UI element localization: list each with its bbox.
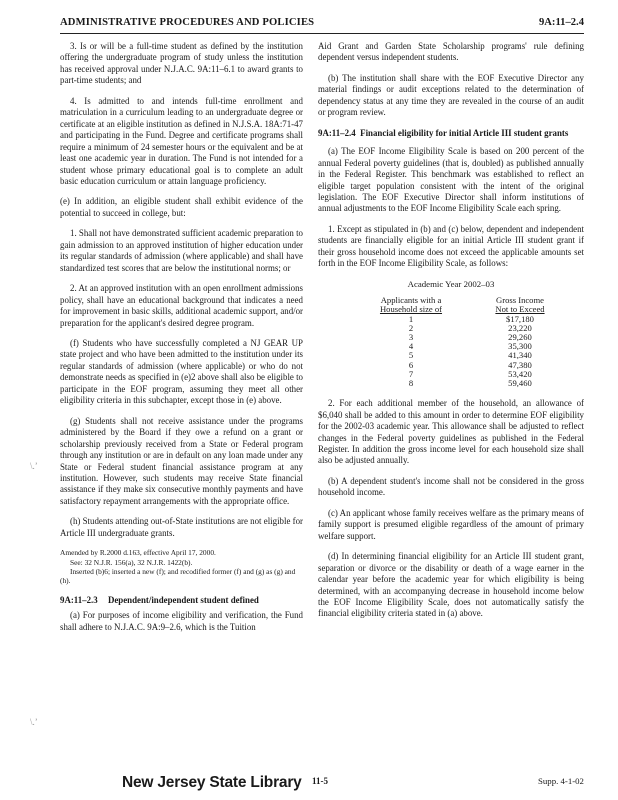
table-row: [334, 379, 560, 388]
page-number: 11-5: [312, 776, 329, 786]
household-size-cell: 5: [408, 350, 414, 361]
amendment-line: Amended by R.2000 d.163, effective April 17, 2000.: [60, 548, 216, 558]
paragraph-e1: 1. Shall not have demonstrated sufficient academic preparation to gain admission to an approved institution of higher education under its regular standards of admission (where applicable) and shall have standardized test scores that are below the institutional norms; or: [60, 228, 303, 273]
paragraph-2-3-a: (a) For purposes of income eligibility and verification, the Fund shall adhere to N.J.A.C. 9A:9–2.6, which is the Tuition: [60, 610, 303, 632]
income-limit-cell: 41,340: [508, 350, 532, 361]
paragraph-e2: 2. At an approved institution with an open enrollment admissions policy, shall have an educational background that indicates a need for improvement in basic skills, additional academic support, and/or preparation for the applicant's desired degree program.: [60, 283, 303, 328]
paragraph-2-4-d: (d) In determining financial eligibility for an Article III student grant, separation or divorce or the disability or death of a wage earner in the calendar year before the academic year for which eligibility is being determined, with an accompanying decrease in household income below the EOF Income Eligibility Scale, does not automatically satisfy the financial eligibility criteria stated in (a) above.: [318, 551, 584, 619]
paragraph-d4: 4. Is admitted to and intends full-time enrollment and matriculation in a curriculum leading to an undergraduate degree or certificate at an eligible institution as defined in N.J.S.A. 18A:71-47 and participating in the Fund. Degree and certificate programs shall require a minimum of 24 semester hours or the equivalent and be at least one academic year in duration. The Fund is not intended for a student whose primary educational goal is to complete an adult basic education curriculum or attain language proficiency.: [60, 95, 303, 186]
income-limit-cell: 53,420: [508, 368, 532, 379]
paragraph-2-4-a: (a) The EOF Income Eligibility Scale is based on 200 percent of the annual Federal poverty guidelines (that is, doubled) as published annually in the Federal Register. This benchmark was established to reflect an eligible target population consistent with the intent of the original legislation. The EOF Executive Director shall inform institutions of annual adjustments to the EOF Income Eligibility Scale each spring.: [318, 146, 584, 214]
paragraph-2-4-c: (c) An applicant whose family receives welfare as the primary means of family support is presumed eligible regardless of the amount of primary welfare support.: [318, 507, 584, 541]
column-header-income: Gross Income: [496, 295, 544, 306]
income-limit-cell: 23,220: [508, 322, 532, 333]
running-header: [60, 17, 584, 34]
income-limit-cell: 59,460: [508, 377, 532, 388]
section-heading-2-3: [60, 595, 303, 606]
section-number: 9A:11–2.4: [318, 127, 356, 138]
left-column: [60, 41, 303, 642]
section-title: Dependent/independent student defined: [107, 594, 259, 605]
income-limit-cell: 47,380: [508, 359, 532, 370]
paragraph-continued: Aid Grant and Garden State Scholarship programs' rule defining dependent versus independent students.: [318, 41, 584, 63]
paragraph-2-4-b: (b) A dependent student's income shall not be considered in the gross household income.: [318, 475, 584, 498]
table-caption: Academic Year 2002–03: [407, 278, 495, 289]
income-limit-cell: 29,260: [508, 331, 532, 342]
header-section-number: 9A:11–2.4: [538, 17, 584, 28]
income-limit-cell: $17,180: [506, 313, 534, 324]
column-header-income: Not to Exceed: [495, 304, 545, 315]
margin-mark: \.’: [30, 461, 38, 471]
paragraph-d3: 3. Is or will be a full-time student as defined by the institution offering the undergraduate program of study unless the institution has received approval under N.J.A.C. 9A:11–6.1 to award grants to part-time students; and: [60, 41, 303, 86]
column-header-household: Applicants with a: [380, 295, 442, 306]
paragraph-e: (e) In addition, an eligible student shall exhibit evidence of the potential to succeed in college, but:: [60, 196, 303, 218]
household-size-cell: 4: [408, 341, 414, 352]
household-size-cell: 7: [408, 368, 414, 379]
household-size-cell: 8: [408, 377, 414, 388]
section-title: Financial eligibility for initial Article III student grants: [360, 127, 569, 138]
section-number: 9A:11–2.3: [60, 594, 98, 605]
amendment-line: See: 32 N.J.R. 156(a), 32 N.J.R. 1422(b).: [70, 557, 193, 567]
supplement-date: Supp. 4-1-02: [538, 776, 584, 786]
paragraph-g: (g) Students shall not receive assistance under the programs administered by the Board if they owe a refund on a grant or scholarship previously received from a State or Federal program through any institution or are in default on any loan made under any State or Federal student financial assistance program at any institution. However, such students may receive State financial assistance if they make six consecutive monthly payments and have satisfactory repayment arrangements with the appropriate office.: [60, 415, 303, 506]
paragraph-2-4-a2: 2. For each additional member of the household, an allowance of $6,040 shall be added to this amount in order to determine EOF eligibility for the 2002-03 academic year. This allowance shall be adjusted to reflect changes in the Federal poverty guidelines as published in the Federal Register. In addition the gross income level for each household size shall also be adjusted annually.: [318, 398, 584, 466]
amendment-history: [60, 548, 303, 586]
paragraph-2-4-a1: 1. Except as stipulated in (b) and (c) below, dependent and independent students are financially eligible for an initial Article III student grant if their gross household income does not exceed the applicable amounts set forth in the EOF Income Eligibility Scale, as follows:: [318, 223, 584, 269]
amendment-line: Inserted (b)6; inserted a new (f); and recodified former (f) and (g) as (g) and (h).: [60, 567, 296, 586]
section-heading-2-4: [318, 128, 584, 139]
income-eligibility-table: [334, 296, 560, 388]
header-title: ADMINISTRATIVE PROCEDURES AND POLICIES: [60, 17, 315, 28]
paragraph-2-3-b: (b) The institution shall share with the EOF Executive Director any material findings or audit exceptions related to the determination of dependency status at any time they are revealed in the course of an audit or program review.: [318, 72, 584, 118]
income-limit-cell: 35,300: [508, 341, 532, 352]
right-column: [318, 41, 584, 629]
household-size-cell: 3: [408, 331, 414, 342]
paragraph-f: (f) Students who have successfully completed a NJ GEAR UP state project and who have been admitted to the institution under its regular standards of admission (where applicable) or who do not demonstrate needs as specified in (e)2 above shall also be eligible to participate in the EOF program, assuming they meet all other eligibility criteria in this subchapter, except those in (e) above.: [60, 337, 303, 406]
household-size-cell: 2: [408, 322, 414, 333]
paragraph-h: (h) Students attending out-of-State institutions are not eligible for Article III undergraduate grants.: [60, 516, 303, 538]
household-size-cell: 1: [408, 313, 414, 324]
household-size-cell: 6: [408, 359, 414, 370]
column-header-household: Household size of: [379, 304, 443, 315]
margin-mark: \.’: [30, 717, 38, 727]
library-watermark: New Jersey State Library: [122, 774, 302, 791]
